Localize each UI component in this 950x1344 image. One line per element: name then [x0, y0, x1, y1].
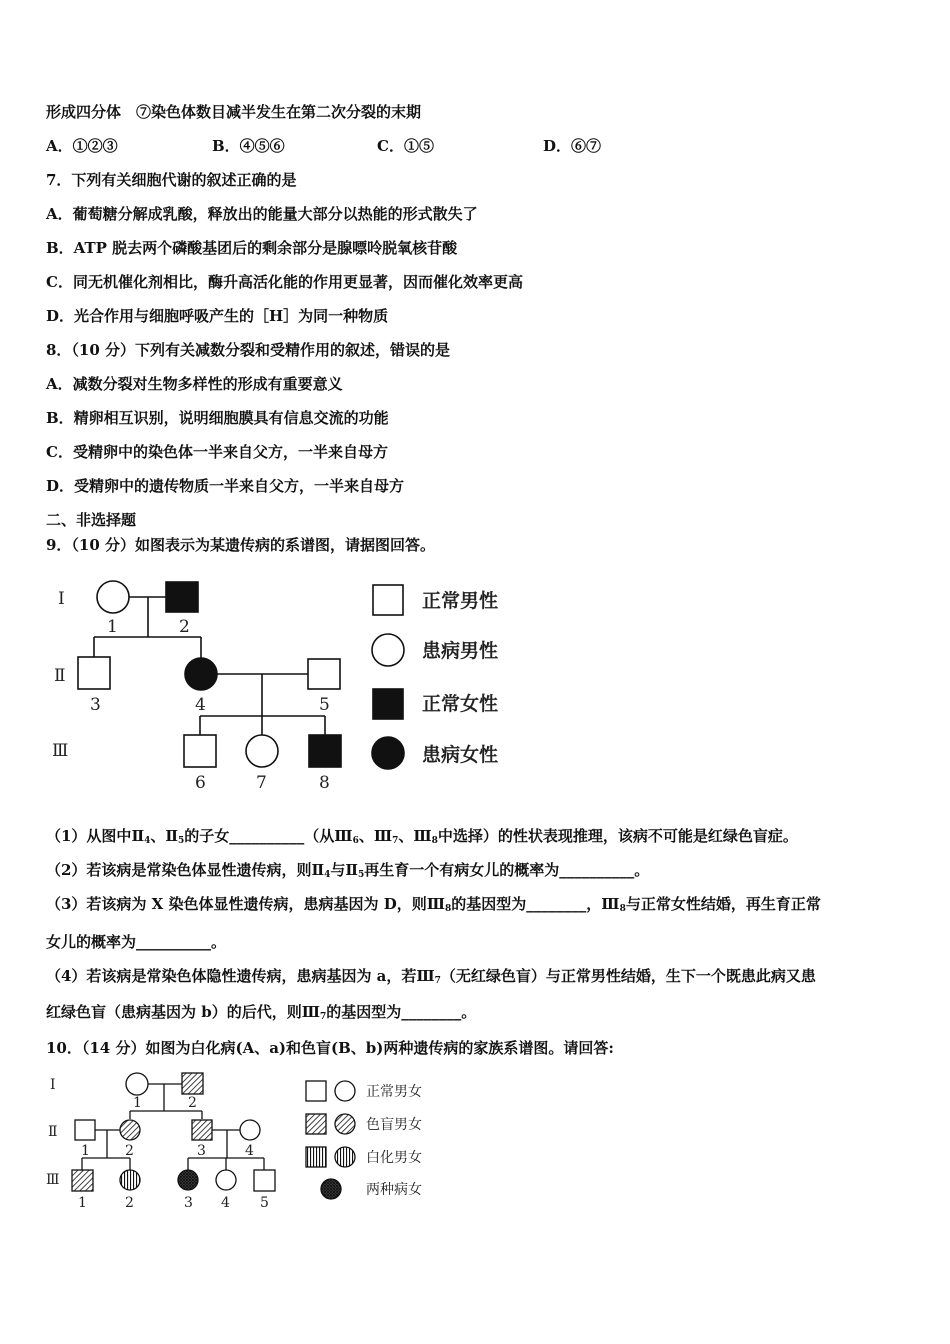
q10-legend-colorblind-male-icon — [306, 1114, 326, 1134]
q10-III-num-3: 3 — [184, 1195, 193, 1211]
q9-pedigree-figure — [40, 570, 540, 800]
q10-III5-male — [254, 1170, 275, 1191]
q9-num-6: 6 — [195, 773, 206, 793]
q10-legend-colorblind: 色盲男女 — [366, 1117, 422, 1133]
q9-num-8: 8 — [319, 773, 330, 793]
q9-II3-male — [78, 657, 110, 689]
q9-I2-male — [166, 582, 198, 612]
q10-II-num-2: 2 — [125, 1143, 134, 1159]
q9-legend-normal-male-icon — [373, 585, 403, 615]
q10-III-num-2: 2 — [125, 1195, 134, 1211]
q7-option-c: C．同无机催化剂相比，酶升高活化能的作用更显著，因而催化效率更高 — [46, 273, 523, 291]
section-heading: 二、非选择题 — [46, 511, 137, 529]
q9-num-7: 7 — [256, 773, 267, 793]
q10-III-num-1: 1 — [78, 1195, 87, 1211]
q10-gen-I: Ⅰ — [50, 1077, 56, 1093]
q6-option-c: C．①⑤ — [377, 137, 434, 155]
q9-num-5: 5 — [319, 695, 330, 715]
q6-tail: 形成四分体 ⑦染色体数目减半发生在第二次分裂的末期 — [46, 103, 422, 121]
q10-II1-male — [75, 1120, 95, 1140]
q10-legend-both-female-icon — [321, 1179, 341, 1199]
q8-option-c: C．受精卵中的染色体一半来自父方，一半来自母方 — [46, 443, 388, 461]
q9-gen-I: Ⅰ — [58, 589, 65, 609]
q9-legend-affected-male: 患病男性 — [422, 640, 499, 662]
q10-III1-male — [72, 1170, 93, 1191]
q9-num-4: 4 — [195, 695, 206, 715]
q8-stem: 8．（10 分）下列有关减数分裂和受精作用的叙述，错误的是 — [46, 341, 451, 359]
q10-legend-normal-male-icon — [306, 1081, 326, 1101]
q9-legend-normal-female: 正常女性 — [422, 693, 499, 715]
q7-option-d: D．光合作用与细胞呼吸产生的［H］为同一种物质 — [46, 307, 389, 325]
q9-legend-affected-female-icon — [372, 737, 404, 769]
q9-II4-female — [185, 658, 217, 690]
q9-part3-line2: 女儿的概率为__________。 — [46, 933, 227, 951]
q7-stem: 7．下列有关细胞代谢的叙述正确的是 — [46, 171, 297, 189]
q10-stem: 10．（14 分）如图为白化病(A、a)和色盲(B、b)两种遗传病的家族系谱图。请回答: — [46, 1039, 614, 1057]
q9-legend-affected-female: 患病女性 — [422, 744, 499, 766]
q10-II-num-3: 3 — [197, 1143, 206, 1159]
q9-legend-affected-male-icon — [372, 634, 404, 666]
q8-option-d: D．受精卵中的遗传物质一半来自父方，一半来自母方 — [46, 477, 405, 495]
q10-gen-III: Ⅲ — [46, 1172, 60, 1188]
q9-num-2: 2 — [179, 617, 190, 637]
q10-I2-male — [182, 1073, 203, 1094]
q6-option-d: D．⑥⑦ — [543, 137, 602, 155]
q10-legend-albino: 白化男女 — [366, 1150, 422, 1166]
q10-I1-female — [126, 1073, 148, 1095]
q9-part4-line1: （4）若该病是常染色体隐性遗传病，患病基因为 a，若$Ⅲ_7$（无红绿色盲）与正常男性结婚，生下一个既患此病又患 — [46, 967, 816, 986]
q7-option-b: B．ATP 脱去两个磷酸基团后的剩余部分是腺嘌呤脱氧核苷酸 — [46, 239, 458, 257]
q9-legend-normal-female-icon — [373, 689, 403, 719]
q9-I1-female — [97, 581, 129, 613]
q10-III3-female — [178, 1170, 198, 1190]
q10-III4-female — [216, 1170, 236, 1190]
q10-legend-albino-female-icon — [335, 1147, 355, 1167]
q10-legend-colorblind-female-icon — [335, 1114, 355, 1134]
q9-gen-II: Ⅱ — [54, 666, 66, 686]
q10-legend-normal-female-icon — [335, 1081, 355, 1101]
q10-II2-female — [120, 1120, 140, 1140]
q10-II4-female — [240, 1120, 260, 1140]
q9-part3-line1: （3）若该病为 X 染色体显性遗传病，患病基因为 D，则$Ⅲ_8$的基因型为________，$Ⅲ_8$与正常女性结婚，再生育正常 — [46, 895, 821, 914]
q9-num-3: 3 — [90, 695, 101, 715]
q10-gen-II: Ⅱ — [48, 1124, 58, 1140]
q10-I-num-1: 1 — [133, 1095, 142, 1111]
q9-III7-female — [246, 735, 278, 767]
q10-II-num-4: 4 — [245, 1143, 254, 1159]
q10-I-num-2: 2 — [188, 1095, 197, 1111]
q9-part1: （1）从图中$Ⅱ_4$、$Ⅱ_5$的子女__________（从$Ⅲ_6$、$Ⅲ_7$、$Ⅲ_8$中选择）的性状表现推理，该病不可能是红绿色盲症。 — [46, 827, 798, 846]
q9-III8-male — [309, 735, 341, 767]
q9-stem: 9．（10 分）如图表示为某遗传病的系谱图，请据图回答。 — [46, 536, 436, 554]
q10-pedigree-figure — [40, 1066, 460, 1216]
q10-legend-both: 两种病女 — [366, 1182, 422, 1198]
q10-legend-normal: 正常男女 — [366, 1084, 422, 1100]
q9-gen-III: Ⅲ — [52, 741, 69, 761]
q9-III6-male — [184, 735, 216, 767]
q10-III-num-4: 4 — [221, 1195, 230, 1211]
q6-option-a: A．①②③ — [46, 137, 118, 155]
q9-part4-line2: 红绿色盲（患病基因为 b）的后代，则$Ⅲ_7$的基因型为________。 — [46, 1003, 477, 1022]
q9-legend-normal-male: 正常男性 — [422, 590, 499, 612]
q10-legend-albino-male-icon — [306, 1147, 326, 1167]
q10-III2-female — [120, 1170, 140, 1190]
q7-option-a: A．葡萄糖分解成乳酸，释放出的能量大部分以热能的形式散失了 — [46, 205, 478, 223]
q10-III-num-5: 5 — [260, 1195, 269, 1211]
q9-num-1: 1 — [107, 617, 118, 637]
q8-option-a: A．减数分裂对生物多样性的形成有重要意义 — [46, 375, 343, 393]
q9-part2: （2）若该病是常染色体显性遗传病，则$Ⅱ_4$与$Ⅱ_5$再生育一个有病女儿的概率为__________。 — [46, 861, 650, 880]
q10-II-num-1: 1 — [81, 1143, 90, 1159]
q6-option-b: B．④⑤⑥ — [212, 137, 285, 155]
q9-II5-male — [308, 659, 340, 689]
q8-option-b: B．精卵相互识别，说明细胞膜具有信息交流的功能 — [46, 409, 389, 427]
q10-II3-male — [192, 1120, 212, 1140]
